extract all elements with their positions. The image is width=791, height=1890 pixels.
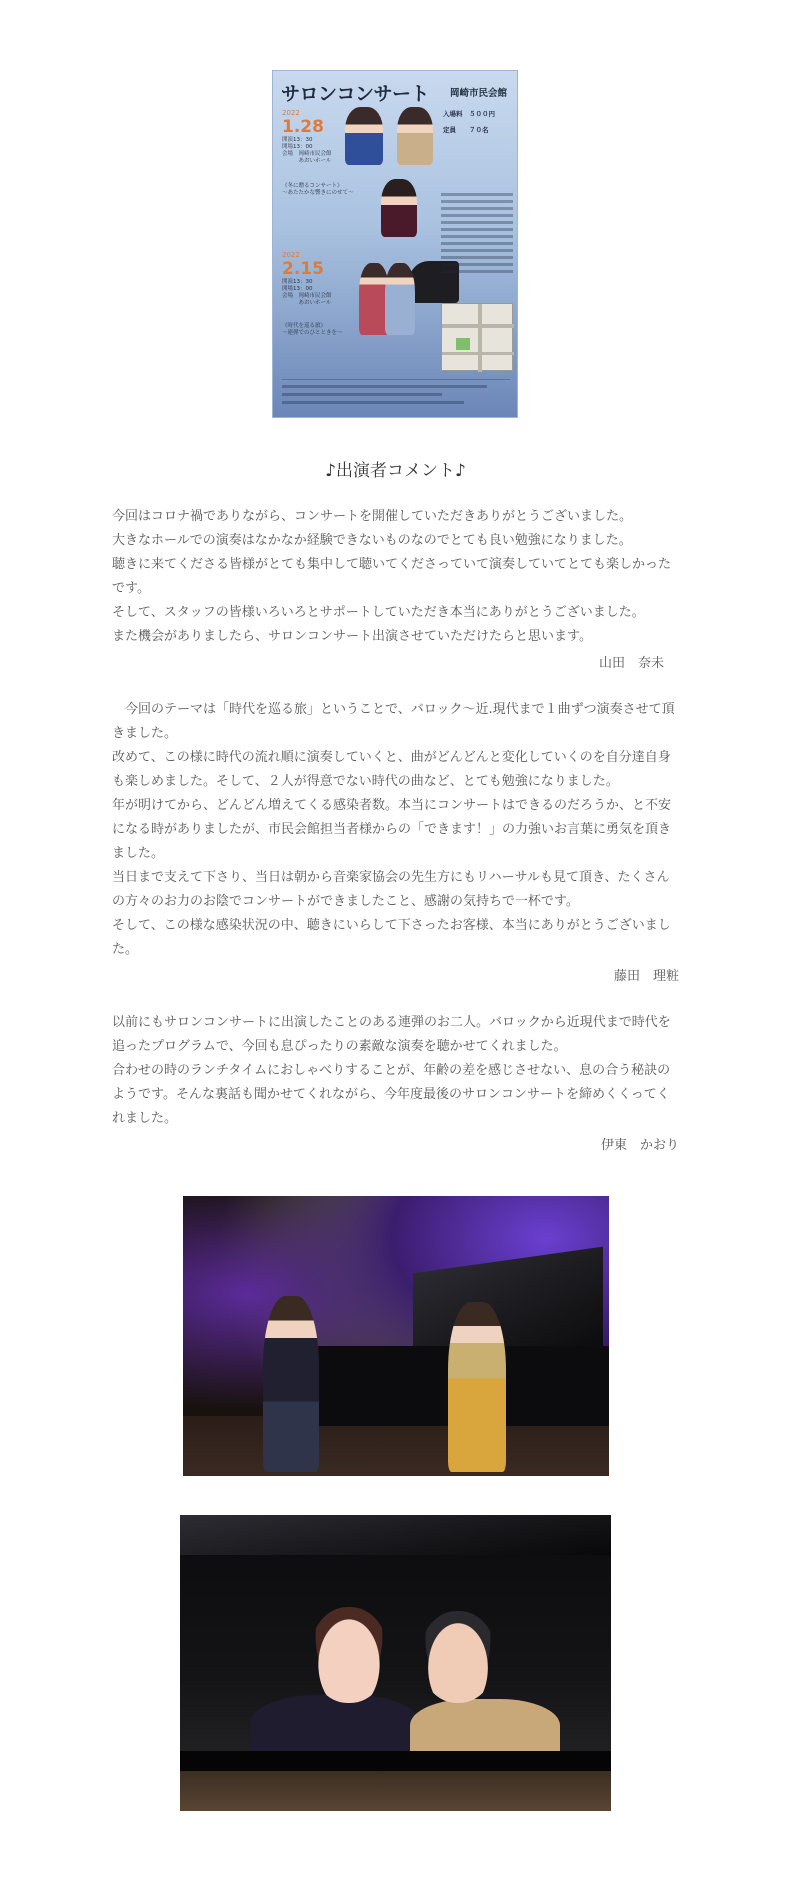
comment-paragraph: 大きなホールでの演奏はなかなか経験できないものなのでとても良い勉強になりました。 <box>112 533 632 548</box>
concert-stage-photo <box>183 1196 609 1476</box>
comment-paragraph: また機会がありましたら、サロンコンサート出演させていただけたらと思います。 <box>112 629 592 644</box>
poster-map <box>441 303 513 371</box>
comment-signature-3: 伊東 かおり <box>600 1138 679 1153</box>
poster-theme-2: 《時代を巡る旅》 ～連弾でのひとときを～ <box>282 323 343 336</box>
performers-at-piano-photo <box>180 1515 611 1811</box>
poster-year-1: 2022 <box>282 109 300 117</box>
comment-paragraph: 改めて、この様に時代の流れ順に演奏していくと、曲がどんどんと変化していくのを自分達自身も楽しめました。そして、２人が得意でない時代の曲など、とても勉強になりました。 <box>112 750 671 789</box>
comment-paragraph: 年が明けてから、どんどん増えてくる感染者数。本当にコンサートはできるのだろうか、と不安になる時がありましたが、市民会館担当者様からの「できます！」の力強いお言葉に勇気を頂きました。 <box>112 798 672 861</box>
comment-signature-2: 藤田 理粧 <box>613 969 679 984</box>
poster-year-2: 2022 <box>282 251 300 259</box>
poster-time-2: 開演13：30 開場13：00 会場 岡崎市民会館 あおいホール <box>282 279 332 306</box>
comment-paragraph: 合わせの時のランチタイムにおしゃべりすることが、年齢の差を感じさせない、息の合う秘訣のようです。そんな裏話も聞かせてくれながら、今年度最後のサロンコンサートを締めくくってくれました。 <box>112 1063 671 1126</box>
comment-block-1 <box>112 505 682 649</box>
poster-performer-photo <box>381 179 417 237</box>
poster-time-1: 開演13：30 開場13：00 会場 岡崎市民会館 あおいホール <box>282 137 332 164</box>
poster-date-2: 2.15 <box>282 259 324 279</box>
comment-paragraph: 聴きに来てくださる皆様がとても集中して聴いてくださっていて演奏していてとても楽しかったです。 <box>112 557 672 596</box>
poster-description <box>441 193 513 277</box>
comments-heading: ♪出演者コメント♪ <box>325 461 466 481</box>
poster-performer-photo <box>385 263 415 335</box>
poster-title: サロンコンサート <box>281 83 430 105</box>
comment-paragraph: 今回のテーマは「時代を巡る旅」ということで、バロック～近.現代まで１曲ずつ演奏させて頂きました。 <box>112 702 675 741</box>
poster-venue: 岡崎市民会館 <box>449 88 507 99</box>
poster-capacity: 定員 ７０名 <box>443 126 489 134</box>
poster-footer <box>282 379 510 411</box>
comment-paragraph: 以前にもサロンコンサートに出演したことのある連弾のお二人。バロックから近現代まで時代を追ったプログラムで、今回も息ぴったりの素敵な演奏を聴かせてくれました。 <box>112 1015 671 1054</box>
poster-theme-1: 《冬に贈るコンサート》 ～あたたかな響きにのせて～ <box>282 183 354 196</box>
comment-signature-1: 山田 奈未 <box>598 656 664 671</box>
poster-date-1: 1.28 <box>282 117 324 137</box>
comment-block-3 <box>112 1011 682 1131</box>
comment-paragraph: 今回はコロナ禍でありながら、コンサートを開催していただきありがとうございました。 <box>112 509 633 524</box>
poster-price: 入場料 ５００円 <box>443 110 495 118</box>
comment-block-2 <box>112 698 682 962</box>
poster-performer-photo <box>345 107 383 165</box>
comment-paragraph: そして、この様な感染状況の中、聴きにいらして下さったお客様、本当にありがとうございました。 <box>112 918 671 957</box>
comment-paragraph: そして、スタッフの皆様いろいろとサポートしていただき本当にありがとうございました。 <box>112 605 645 620</box>
comment-paragraph: 当日まで支えて下さり、当日は朝から音楽家協会の先生方にもリハーサルも見て頂き、たくさんの方々のお力のお陰でコンサートができましたこと、感謝の気持ちで一杯です。 <box>112 870 670 909</box>
poster-performer-photo <box>397 107 433 165</box>
concert-poster <box>272 70 518 418</box>
